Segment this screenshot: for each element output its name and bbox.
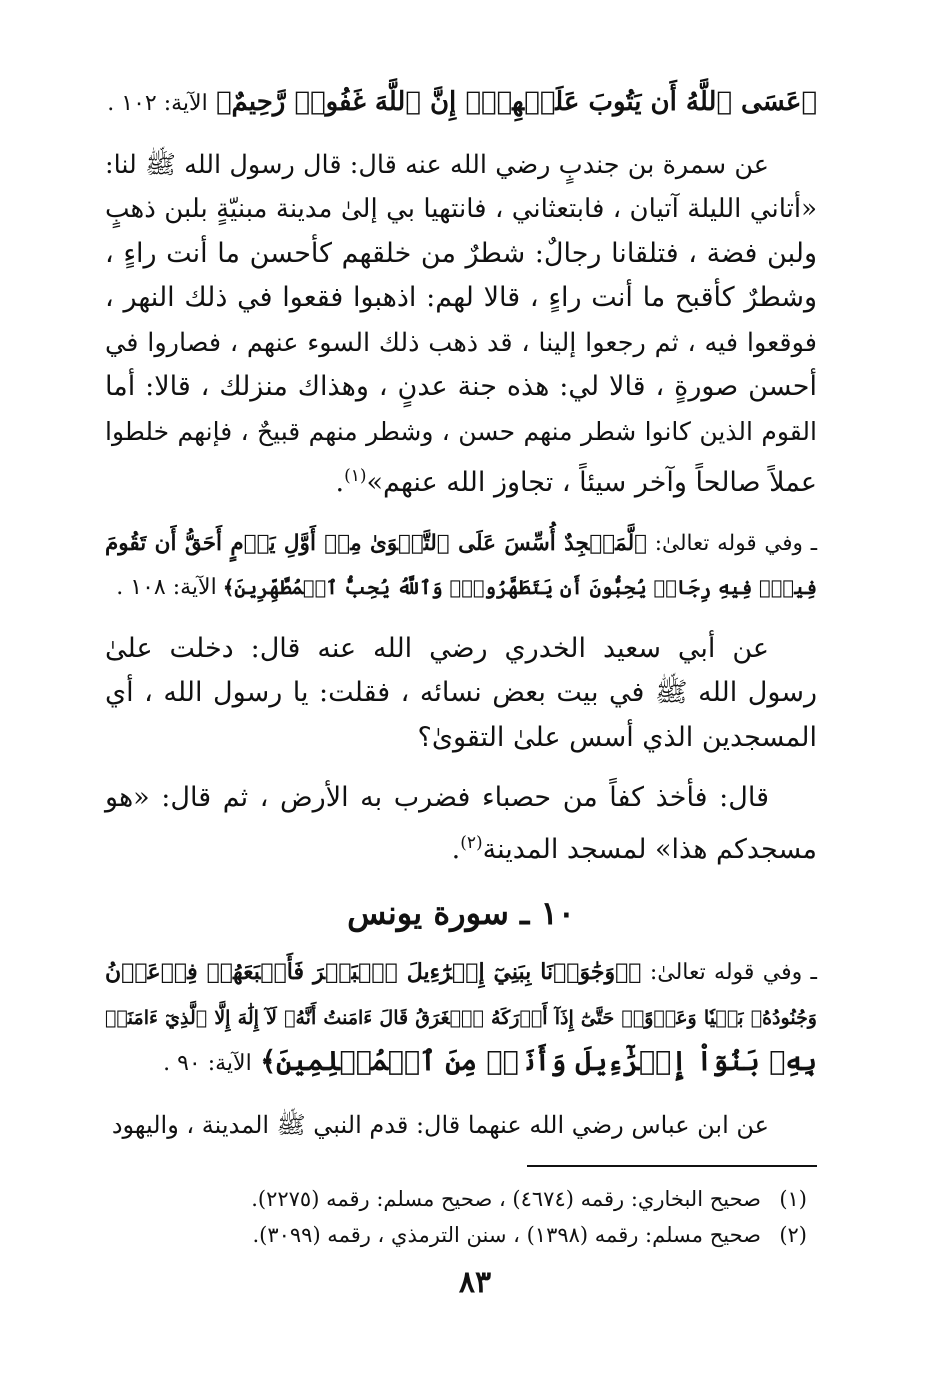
text-line: ولبن فضة ، فتلقانا رجالٌ: شطرٌ من خلقهم كأحسن ما أنت راءٍ ،	[105, 237, 817, 269]
text-line: عن أبي سعيد الخدري رضي الله عنه قال: دخلت علىٰ	[105, 632, 769, 664]
footnote-number: (١)	[779, 1187, 807, 1211]
text-line	[105, 80, 817, 127]
quran-verse: وَجُنُودُهُۥ بَغۡيٗا وَعَدۡوًاۖ حَتَّىٰٓ إِذَآ أَدۡرَكَهُ ٱلۡغَرَقُ قَالَ ءَامَنتُ أَنَّهُۥ لَآ إِلَٰهَ إِلَّا ٱلَّذِيٓ ءَامَنَتۡ	[105, 1006, 817, 1029]
chapter-title: ١٠ ـ سورة يونس	[347, 894, 575, 932]
verse-intro: ـ وفي قوله تعالىٰ:	[649, 960, 817, 985]
text-line: عن سمرة بن جندبٍ رضي الله عنه قال: قال رسول الله ﷺ لنا:	[105, 149, 769, 180]
text-line: المسجدين الذي أسس علىٰ التقوىٰ؟	[417, 721, 817, 753]
line-end: .	[335, 467, 345, 498]
line-text: عملاً صالحاً وآخر سيئاً ، تجاوز الله عنهم»	[366, 467, 817, 498]
line-end: .	[451, 833, 461, 865]
footnote-marker: (٢)	[460, 832, 483, 853]
footnote-text: صحيح البخاري: رقمه (٤٦٧٤) ، صحيح مسلم: رقمه (٢٢٧٥).	[251, 1187, 761, 1211]
text-line	[105, 522, 817, 567]
text-line	[105, 454, 817, 506]
text-line: قال: فأخذ كفاً من حصباء فضرب به الأرض ، ثم قال: «هو	[105, 782, 769, 813]
text-line: فوقعوا فيه ، ثم رجعوا إلينا ، قد ذهب ذلك السوء عنهم ، فصاروا في	[105, 327, 817, 358]
footnote-divider	[527, 1165, 817, 1167]
text-line: القوم الذين كانوا شطر منهم حسن ، وشطر منهم قبيحٌ ، فإنهم خلطوا	[105, 416, 817, 446]
line-text: مسجدكم هذا» لمسجد المدينة	[482, 833, 817, 865]
text-line: رسول الله ﷺ في بيت بعض نسائه ، فقلت: يا رسول الله ، أي	[105, 677, 817, 708]
page-number: ٨٣	[458, 1265, 492, 1300]
text-line	[105, 996, 817, 1041]
text-line	[105, 1040, 817, 1087]
footnote	[105, 1217, 817, 1253]
text-line: «أتاني الليلة آتيان ، فابتعثاني ، فانتهيا بي إلىٰ مدينة مبنيّةٍ بلبن ذهبٍ	[105, 194, 817, 224]
text-line	[105, 950, 817, 996]
page-body	[105, 80, 817, 1253]
quran-verse: فِيهِۚ فِيهِ رِجَالٞ يُحِبُّونَ أَن يَتَطَهَّرُواْۚ وَٱللَّهُ يُحِبُّ ٱلۡمُطَّهِّرِينَ﴾	[222, 576, 817, 599]
text-line: عن ابن عباس رضي الله عنهما قال: قدم النبي ﷺ المدينة ، واليهود	[111, 1110, 769, 1139]
footnote-marker: (١)	[344, 466, 367, 486]
quran-verse: بِهِۦ بَنُوٓاْ إِسۡرَٰٓءِيلَ وَأَنَا۠ مِنَ ٱلۡمُسۡلِمِينَ﴾	[260, 1046, 817, 1077]
text-line	[105, 566, 817, 611]
footnote-number: (٢)	[779, 1223, 807, 1247]
ayah-reference: الآية: ١٠٨ .	[116, 575, 217, 600]
footnote-text: صحيح مسلم: رقمه (١٣٩٨) ، سنن الترمذي ، رقمه (٣٠٩٩).	[252, 1223, 761, 1247]
text-line: أحسن صورةٍ ، قالا لي: هذه جنة عدنٍ ، وهذاك منزلك ، قالا: أما	[105, 371, 817, 402]
quran-verse: ﴿عَسَى ٱللَّهُ أَن يَتُوبَ عَلَيۡهِمۡۚ إِنَّ ٱللَّهَ غَفُورٞ رَّحِيمٌ﴾	[215, 87, 817, 117]
ayah-reference: الآية: ١٠٢ .	[107, 91, 208, 116]
quran-verse: ﴿۞وَجَٰوَزۡنَا بِبَنِيٓ إِسۡرَٰٓءِيلَ ٱلۡبَحۡرَ فَأَتۡبَعَهُمۡ فِرۡعَوۡنُ	[105, 959, 642, 985]
text-line	[105, 821, 817, 873]
quran-verse: ﴿لَّمَسۡجِدٌ أُسِّسَ عَلَى ٱلتَّقۡوَىٰ مِنۡ أَوَّلِ يَوۡمٍ أَحَقُّ أَن تَقُومَ	[105, 530, 648, 556]
ayah-reference: الآية: ٩٠ .	[163, 1051, 252, 1076]
verse-intro: ـ وفي قوله تعالىٰ:	[654, 530, 817, 556]
text-line: وشطرٌ كأقبح ما أنت راءٍ ، قالا لهم: اذهبوا فقعوا في ذلك النهر ،	[105, 282, 817, 313]
footnote	[105, 1181, 817, 1217]
